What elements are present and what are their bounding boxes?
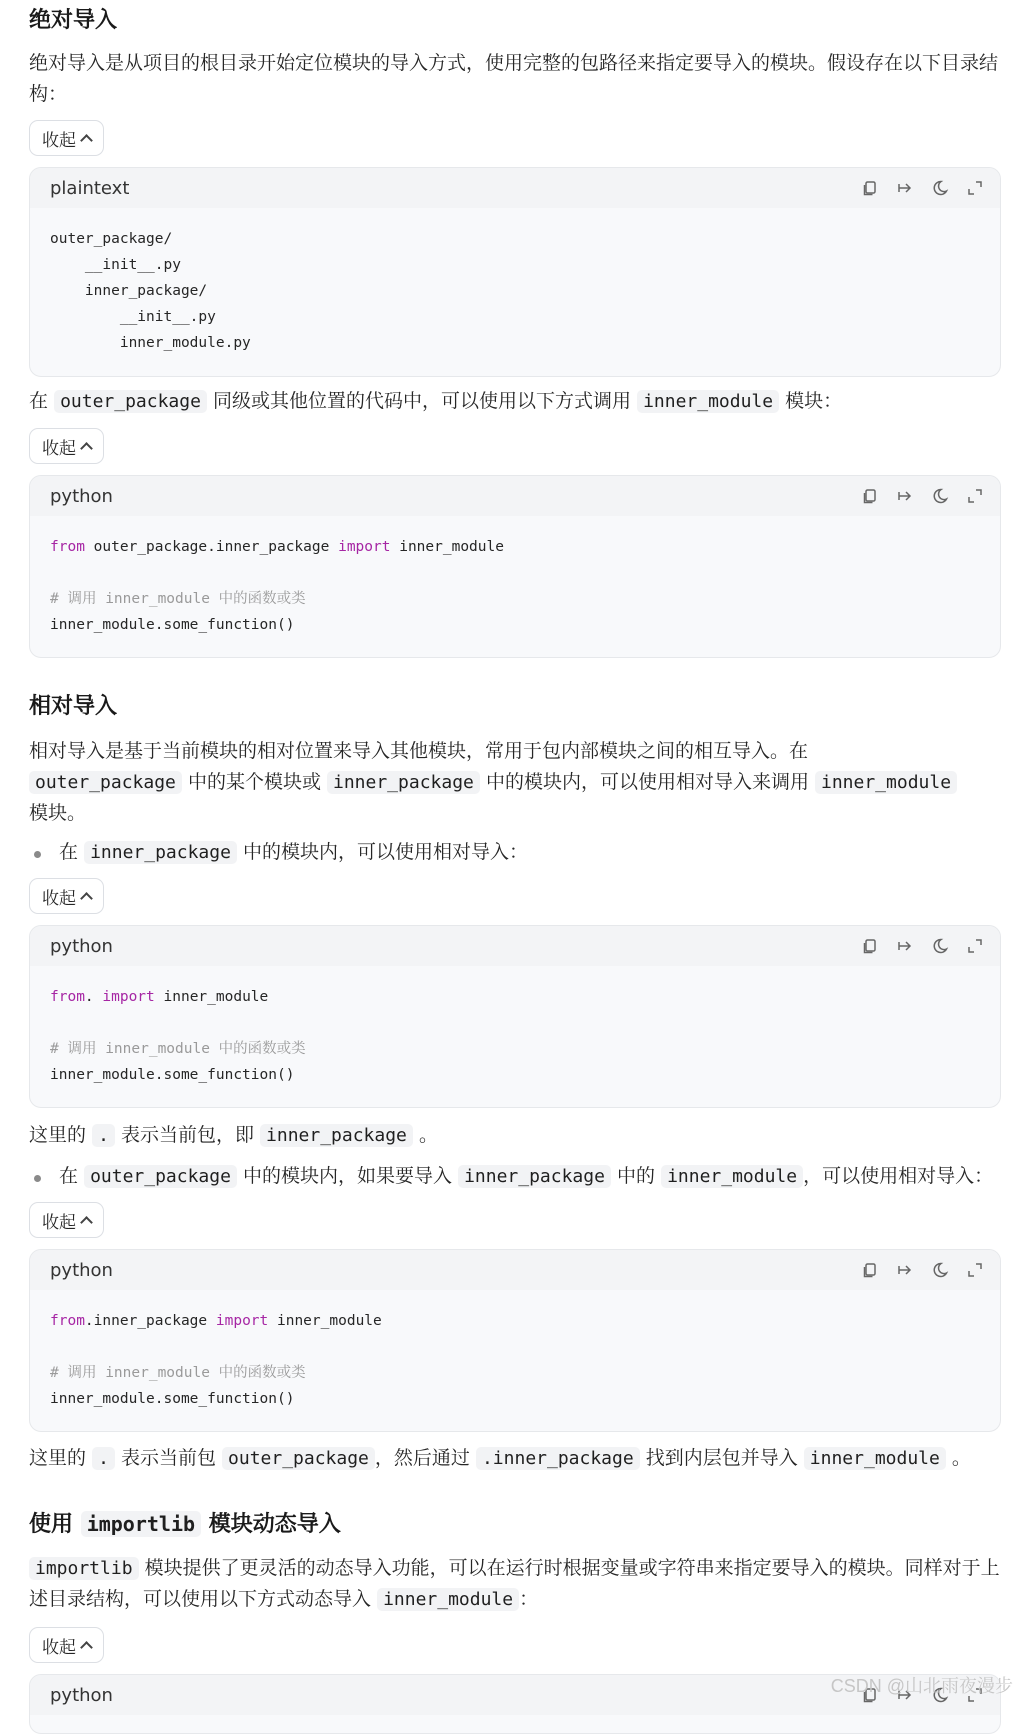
share-icon[interactable]	[896, 487, 914, 505]
expand-icon[interactable]	[966, 179, 984, 197]
chevron-up-icon	[80, 442, 93, 455]
code-block-header	[30, 476, 1000, 516]
code-language-label: python	[50, 935, 113, 957]
code-language-label: python	[50, 485, 113, 507]
code-block-relative-import-2	[29, 1249, 1001, 1432]
list-item-outer-package: 在 outer_package 中的模块内，如果要导入 inner_package 中的 inner_module ，可以使用相对导入：	[29, 1161, 993, 1192]
copy-icon[interactable]	[861, 1261, 879, 1279]
code-language-label: plaintext	[50, 177, 130, 199]
heading-relative-import: 相对导入	[29, 694, 118, 719]
code-block-header	[30, 926, 1000, 966]
collapse-label: 收起	[42, 438, 76, 459]
collapse-label: 收起	[42, 1212, 76, 1233]
collapse-label: 收起	[42, 130, 76, 151]
collapse-label: 收起	[42, 888, 76, 909]
code-block-absolute-import	[29, 475, 1001, 658]
theme-icon[interactable]	[931, 1261, 949, 1279]
share-icon[interactable]	[896, 179, 914, 197]
chevron-up-icon	[80, 1641, 93, 1654]
code-block-directory	[29, 167, 1001, 377]
code-content: from.inner_package import inner_module # 调用 inner_module 中的函数或类 inner_module.some_function()	[50, 1313, 382, 1407]
code-toolbar	[861, 1261, 984, 1279]
code-block-relative-import-1	[29, 925, 1001, 1108]
collapse-button[interactable]	[29, 1627, 104, 1663]
code-toolbar	[861, 487, 984, 505]
share-icon[interactable]	[896, 937, 914, 955]
copy-icon[interactable]	[861, 937, 879, 955]
collapse-button[interactable]	[29, 1202, 104, 1238]
watermark: CSDN @山北雨夜漫步	[830, 1676, 1013, 1696]
chevron-up-icon	[80, 892, 93, 905]
chevron-up-icon	[80, 134, 93, 147]
copy-icon[interactable]	[861, 487, 879, 505]
collapse-label: 收起	[42, 1637, 76, 1658]
theme-icon[interactable]	[931, 937, 949, 955]
paragraph-relative-intro: 相对导入是基于当前模块的相对位置来导入其他模块，常用于包内部模块之间的相互导入。在 outer_package 中的某个模块或 inner_package 中的模块内，可以使用相对导入来调用 inner_module 模块。	[29, 736, 989, 829]
code-toolbar	[861, 179, 984, 197]
code-block-header	[30, 168, 1000, 208]
code-content: outer_package/ __init__.py inner_package/ __init__.py inner_module.py	[50, 231, 251, 351]
expand-icon[interactable]	[966, 487, 984, 505]
code-content: from. import inner_module # 调用 inner_module 中的函数或类 inner_module.some_function()	[50, 989, 306, 1083]
collapse-button[interactable]	[29, 878, 104, 914]
list-item-inner-package: 在 inner_package 中的模块内，可以使用相对导入：	[29, 837, 528, 868]
code-language-label: python	[50, 1259, 113, 1281]
copy-icon[interactable]	[861, 179, 879, 197]
paragraph-importlib-intro: importlib 模块提供了更灵活的动态导入功能，可以在运行时根据变量或字符串来指定要导入的模块。同样对于上述目录结构，可以使用以下方式动态导入 inner_module ：	[29, 1557, 1000, 1610]
heading-importlib: 使用 importlib 模块动态导入	[29, 1512, 341, 1537]
theme-icon[interactable]	[931, 487, 949, 505]
heading-absolute-import: 绝对导入	[29, 8, 118, 33]
collapse-button[interactable]	[29, 428, 104, 464]
code-content: from outer_package.inner_package import inner_module # 调用 inner_module 中的函数或类 inner_module.some_function()	[50, 539, 504, 633]
paragraph-absolute-intro: 绝对导入是从项目的根目录开始定位模块的导入方式，使用完整的包路径来指定要导入的模块。假设存在以下目录结构：	[29, 52, 999, 105]
paragraph-note-outer-package: 这里的 . 表示当前包 outer_package ，然后通过 .inner_package 找到内层包并导入 inner_module 。	[29, 1447, 971, 1469]
code-block-header	[30, 1250, 1000, 1290]
paragraph-absolute-usage: 在 outer_package 同级或其他位置的代码中，可以使用以下方式调用 inner_module 模块：	[29, 390, 843, 412]
collapse-button[interactable]	[29, 120, 104, 156]
expand-icon[interactable]	[966, 1261, 984, 1279]
code-language-label: python	[50, 1684, 113, 1706]
code-toolbar	[861, 937, 984, 955]
paragraph-note-current-package: 这里的 . 表示当前包，即 inner_package 。	[29, 1124, 438, 1146]
chevron-up-icon	[80, 1216, 93, 1229]
share-icon[interactable]	[896, 1261, 914, 1279]
expand-icon[interactable]	[966, 937, 984, 955]
theme-icon[interactable]	[931, 179, 949, 197]
